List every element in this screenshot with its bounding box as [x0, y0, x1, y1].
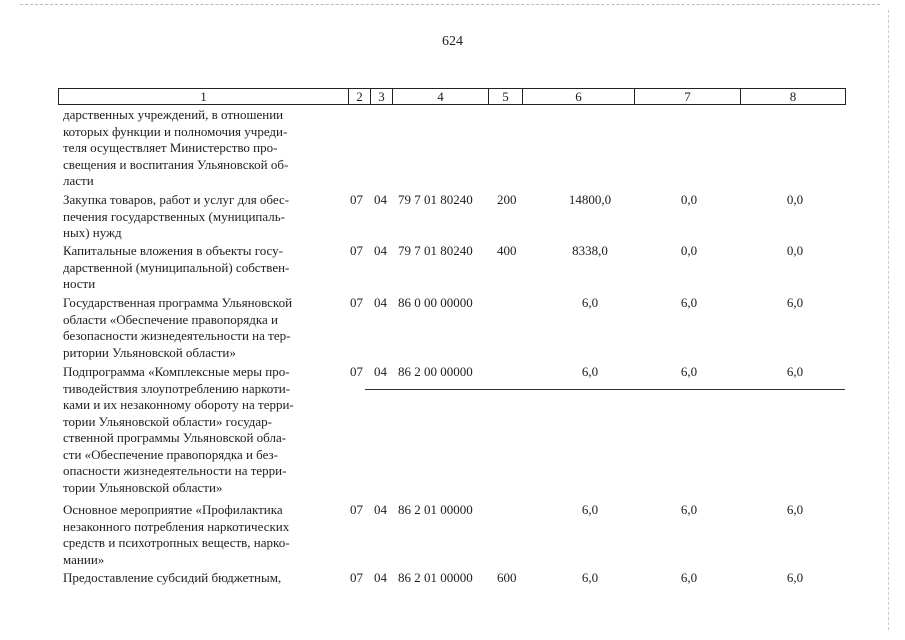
cell-c8: 0,0 — [786, 243, 804, 258]
cell-c6: 14800,0 — [568, 192, 612, 207]
cell-c4: 86 2 01 00000 — [398, 570, 473, 585]
cell-c8: 6,0 — [786, 502, 804, 517]
row-description — [63, 364, 341, 496]
section-rule — [365, 389, 845, 390]
description-line: тории Ульяновской области» — [63, 479, 223, 495]
cell-c6: 8338,0 — [572, 243, 608, 258]
description-line: ности — [63, 276, 96, 291]
description-line: дарственной (муниципальной) собствен- — [63, 259, 290, 275]
description-line: ственной программы Ульяновской обла- — [63, 430, 287, 445]
cell-c3: 04 — [374, 192, 387, 207]
description-line: ками и их незаконному обороту на терри- — [63, 397, 294, 412]
cell-c3: 04 — [374, 364, 387, 379]
cell-c8: 6,0 — [786, 570, 804, 585]
cell-c3: 04 — [374, 243, 387, 258]
description-line: Капитальные вложения в объекты госу- — [63, 243, 283, 258]
row-description — [63, 295, 341, 361]
cell-c4: 86 2 00 00000 — [398, 364, 473, 379]
description-line: тории Ульяновской области» государ- — [63, 413, 272, 429]
description-line: Закупка товаров, работ и услуг для обес- — [63, 192, 290, 207]
cell-c6: 6,0 — [581, 570, 599, 585]
cell-c5: 200 — [497, 192, 517, 207]
cell-c3: 04 — [374, 502, 387, 517]
header-col-8: 8 — [789, 89, 797, 104]
description-line: ласти — [63, 173, 94, 188]
cell-c7: 6,0 — [680, 502, 698, 517]
cell-c6: 6,0 — [581, 295, 599, 310]
row-description — [63, 570, 341, 587]
row-description — [63, 243, 341, 293]
cell-c7: 6,0 — [680, 570, 698, 585]
header-col-1: 1 — [59, 89, 349, 104]
header-col-2: 2 — [349, 89, 371, 104]
description-line: ных) нужд — [63, 225, 122, 240]
description-line: Основное мероприятие «Профилактика — [63, 502, 283, 517]
cell-c7: 0,0 — [680, 243, 698, 258]
scan-edge-top — [20, 4, 880, 5]
description-line: Предоставление субсидий бюджетным, — [63, 570, 282, 585]
cell-c7: 0,0 — [680, 192, 698, 207]
row-description — [63, 502, 341, 568]
header-col-7: 7 — [635, 89, 741, 104]
cell-c5: 600 — [497, 570, 517, 585]
cell-c7: 6,0 — [680, 295, 698, 310]
description-line: теля осуществляет Министерство про- — [63, 140, 278, 155]
scan-edge-right — [888, 10, 889, 630]
description-line: ритории Ульяновской области» — [63, 344, 236, 360]
cell-c4: 79 7 01 80240 — [398, 192, 473, 207]
cell-c8: 0,0 — [786, 192, 804, 207]
description-line: которых функции и полномочия учреди- — [63, 123, 288, 139]
table-header — [58, 88, 846, 105]
page-number: 624 — [442, 34, 463, 49]
description-line: незаконного потребления наркотических — [63, 518, 290, 534]
cell-c2: 07 — [350, 570, 363, 585]
description-line: дарственных учреждений, в отношении — [63, 107, 284, 122]
cell-c3: 04 — [374, 570, 387, 585]
description-line: Государственная программа Ульяновской — [63, 295, 293, 310]
cell-c8: 6,0 — [786, 364, 804, 379]
description-line: тиводействия злоупотреблению наркоти- — [63, 380, 291, 396]
cell-c6: 6,0 — [581, 502, 599, 517]
cell-c2: 07 — [350, 295, 363, 310]
cell-c4: 79 7 01 80240 — [398, 243, 473, 258]
cell-c2: 07 — [350, 502, 363, 517]
description-line: средств и психотропных веществ, нарко- — [63, 535, 290, 550]
cell-c2: 07 — [350, 192, 363, 207]
header-col-5: 5 — [489, 89, 523, 104]
cell-c7: 6,0 — [680, 364, 698, 379]
cell-c4: 86 0 00 00000 — [398, 295, 473, 310]
cell-c3: 04 — [374, 295, 387, 310]
description-line: безопасности жизнедеятельности на тер- — [63, 328, 291, 343]
row-description — [63, 192, 341, 242]
row-description — [63, 107, 341, 190]
description-line: опасности жизнедеятельности на терри- — [63, 463, 287, 478]
header-col-4: 4 — [393, 89, 489, 104]
cell-c2: 07 — [350, 243, 363, 258]
description-line: печения государственных (муниципаль- — [63, 208, 286, 224]
description-line: сти «Обеспечение правопорядка и без- — [63, 446, 279, 462]
header-col-3: 3 — [371, 89, 393, 104]
cell-c8: 6,0 — [786, 295, 804, 310]
cell-c6: 6,0 — [581, 364, 599, 379]
cell-c2: 07 — [350, 364, 363, 379]
description-line: области «Обеспечение правопорядка и — [63, 311, 278, 327]
description-line: Подпрограмма «Комплексные меры про- — [63, 364, 290, 379]
description-line: свещения и воспитания Ульяновской об- — [63, 156, 289, 172]
description-line: мании» — [63, 551, 105, 567]
cell-c4: 86 2 01 00000 — [398, 502, 473, 517]
cell-c5: 400 — [497, 243, 517, 258]
header-col-6: 6 — [523, 89, 635, 104]
